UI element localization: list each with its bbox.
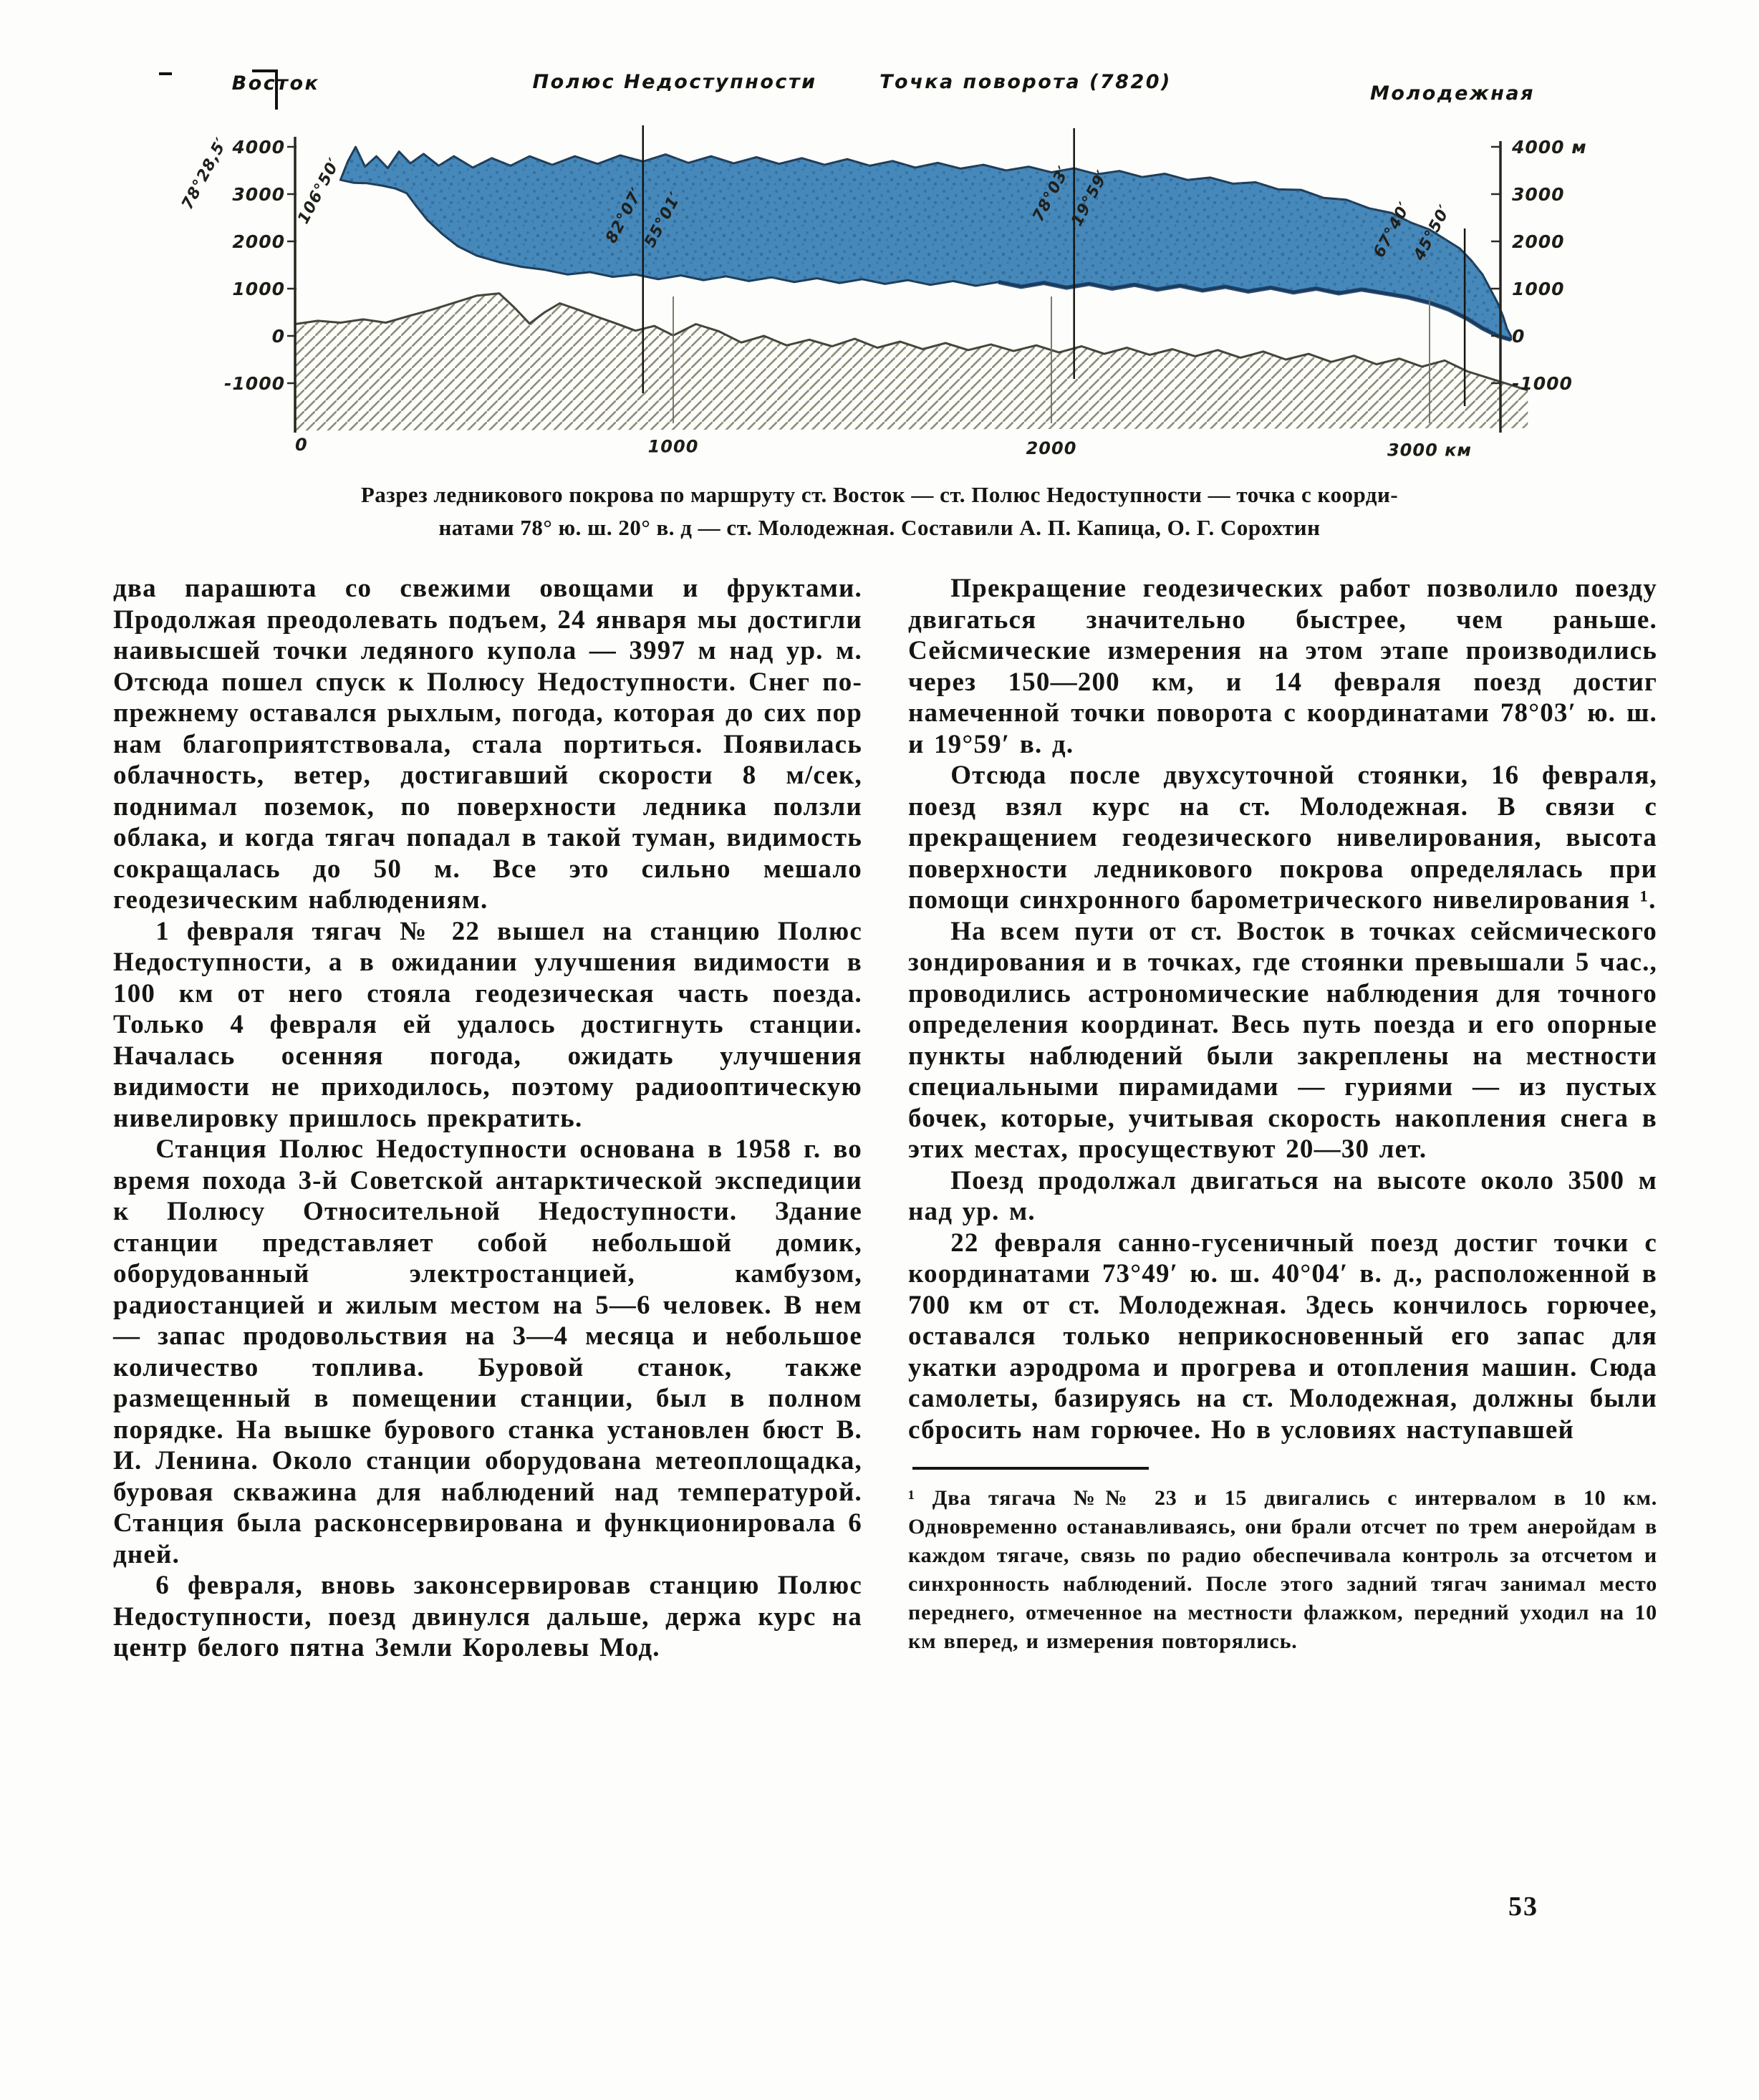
coord-label-vostok-lon: 106°50′ <box>294 155 344 227</box>
x-axis-tick: 0 <box>295 435 308 455</box>
coord-label-vostok-lat: 78°28,5′ <box>178 135 231 213</box>
y-axis-tick-right: 1000 <box>1512 279 1565 299</box>
y-axis-tick-left: 4000 <box>232 137 285 158</box>
paragraph: 1 февраля тягач № 22 вышел на станцию Полюс Недоступности, а в ожидании улучшения видимости в 100 км от него стояла геодезическая часть поезда. Только 4 февраля ей удалось достигнуть станции. Началась осенняя погода, ожидать улучшения видимости не приходилось, поэтому радиооптическую нивелировку пришлось прекратить. <box>113 916 862 1133</box>
coord-label-pni-lat: 82°07′ <box>602 184 647 246</box>
y-axis-tick-left: 3000 <box>232 184 285 205</box>
right-column <box>908 573 1657 1664</box>
y-axis-tick-right: 4000 м <box>1512 137 1587 158</box>
y-axis-tick-right: 0 <box>1512 326 1526 347</box>
figure-caption <box>86 478 1673 544</box>
page-number: 53 <box>1508 1892 1538 1922</box>
bedrock-hatched-area <box>295 294 1528 430</box>
paragraph: Станция Полюс Недоступности основана в 1958 г. во время похода 3-й Советской антарктической экспедиции к Полюсу Относительной Недоступности. Здание станции представляет собой небольшой домик, оборудованный электростанцией, камбузом, радиостанцией и жилым местом на 5—6 человек. В нем — запас продовольствия на 3—4 месяца и небольшое количество топлива. Буровой станок, также размещенный в помещении станции, был в полном порядке. На вышке бурового станка установлен бюст В. И. Ленина. Около станции оборудована метеоплощадка, буровая скважина для наблюдений над температурой. Станция была расконсервирована и функционировала 6 дней. <box>113 1135 862 1569</box>
coord-label-mol-lat: 67°40′ <box>1370 198 1415 261</box>
station-label-pole-of-inaccessibility: Полюс Недоступности <box>532 71 817 93</box>
paragraph: Прекращение геодезических работ позволило поезду двигаться значительно быстрее, чем раньше. Сейсмические измерения на этом этапе производились через 150—200 км, и 14 февраля поезд достиг намеченной точки поворота с координатами 78°03′ ю. ш. и 19°59′ в. д. <box>908 574 1657 759</box>
y-axis-tick-left: 0 <box>271 326 285 347</box>
x-axis-tick: 2000 <box>1026 438 1077 458</box>
station-label-molodezhnaya: Молодежная <box>1370 82 1535 105</box>
paragraph: На всем пути от ст. Восток в точках сейсмического зондирования и в точках, где стоянки превышали 5 час., проводились астрономические наблюдения для точного определения координат. Весь путь поезда и его опорные пункты наблюдений были закреплены на местности специальными пирамидами — гуриями — из пустых бочек, которые, учитывая скорость накопления снега в этих местах, просуществуют 20—30 лет. <box>908 916 1657 1164</box>
paragraph: Поезд продолжал двигаться на высоте около 3500 м над ур. м. <box>908 1165 1657 1226</box>
coord-label-turn-lat: 78°03′ <box>1029 163 1074 225</box>
station-label-turn-point: Точка поворота (7820) <box>880 71 1172 93</box>
y-axis-tick-left: -1000 <box>224 373 285 394</box>
y-axis-tick-right: 2000 <box>1512 231 1565 252</box>
figure-caption-line2: натами 78° ю. ш. 20° в. д — ст. Молодежная. Составили А. П. Капица, О. Г. Сорохтин <box>438 515 1321 540</box>
figure-caption-line1: Разрез ледникового покрова по маршруту ст. Восток — ст. Полюс Недоступности — точка с коорди- <box>360 482 1399 507</box>
paragraph: два парашюта со свежими овощами и фруктами. Продолжая преодолевать подъем, 24 января мы достигли наивысшей точки ледяного купола — 3997 м над ур. м. Отсюда пошел спуск к Полюсу Недоступности. Снег по-прежнему оставался рыхлым, погода, которая до сих пор нам благоприятствовала, стала портиться. Появилась облачность, ветер, достигавший скорости 8 м/сек, поднимал поземок, по поверхности ледника ползли облака, и когда тягач попадал в такой туман, видимость сокращалась до 50 м. Все это сильно мешало геодезическим наблюдениям. <box>113 574 862 915</box>
ice-cross-section-chart <box>122 56 1654 473</box>
paragraph: 22 февраля санно-гусеничный поезд достиг точки с координатами 73°49′ ю. ш. 40°04′ в. д., расположенной в 700 км от ст. Молодежная. Здесь кончилось горючее, оставался только неприкосновенный его запас для укатки аэродрома и прогрева и отопления машин. Сюда самолеты, базируясь на ст. Молодежная, должны были сбросить нам горючее. Но в условиях наступавшей <box>908 1228 1657 1445</box>
left-column <box>113 573 862 1664</box>
y-axis-tick-left: 1000 <box>232 279 285 299</box>
coord-label-mol-lon: 45°50′ <box>1410 201 1455 264</box>
coord-label-pni-lon: 55°01′ <box>641 188 685 251</box>
x-axis-tick: 3000 км <box>1387 440 1473 461</box>
x-axis-tick: 1000 <box>647 436 699 457</box>
ice-cross-section-figure <box>122 56 1654 473</box>
coord-label-turn-lon: 19°59′ <box>1068 167 1112 229</box>
station-label-vostok: Восток <box>231 72 320 95</box>
paragraph: 6 февраля, вновь законсервировав станцию Полюс Недоступности, поезд двинулся дальше, держа курс на центр белого пятна Земли Королевы Мод. <box>113 1571 862 1662</box>
footnote-divider <box>912 1467 1149 1470</box>
y-axis-tick-right: 3000 <box>1512 184 1565 205</box>
two-column-text <box>113 573 1657 1664</box>
paragraph: Отсюда после двухсуточной стоянки, 16 февраля, поезд взял курс на ст. Молодежная. В связи с прекращением геодезического нивелирования, высота поверхности ледникового покрова определялась при помощи синхронного барометрического нивелирования ¹. <box>908 761 1657 915</box>
y-axis-tick-left: 2000 <box>232 231 285 252</box>
y-axis-tick-right: -1000 <box>1512 373 1573 394</box>
footnote-text: ¹ Два тягача №№ 23 и 15 двигались с интервалом в 10 км. Одновременно останавливаясь, они брали отсчет по трем анеройдам в каждом тягаче, связь по радио обеспечивала контроль за отсчетом и синхронность наблюдений. После этого задний тягач занимал место переднего, отмеченное на местности флажком, передний уходил на 10 км вперед, и измерения повторялись. <box>908 1486 1657 1653</box>
